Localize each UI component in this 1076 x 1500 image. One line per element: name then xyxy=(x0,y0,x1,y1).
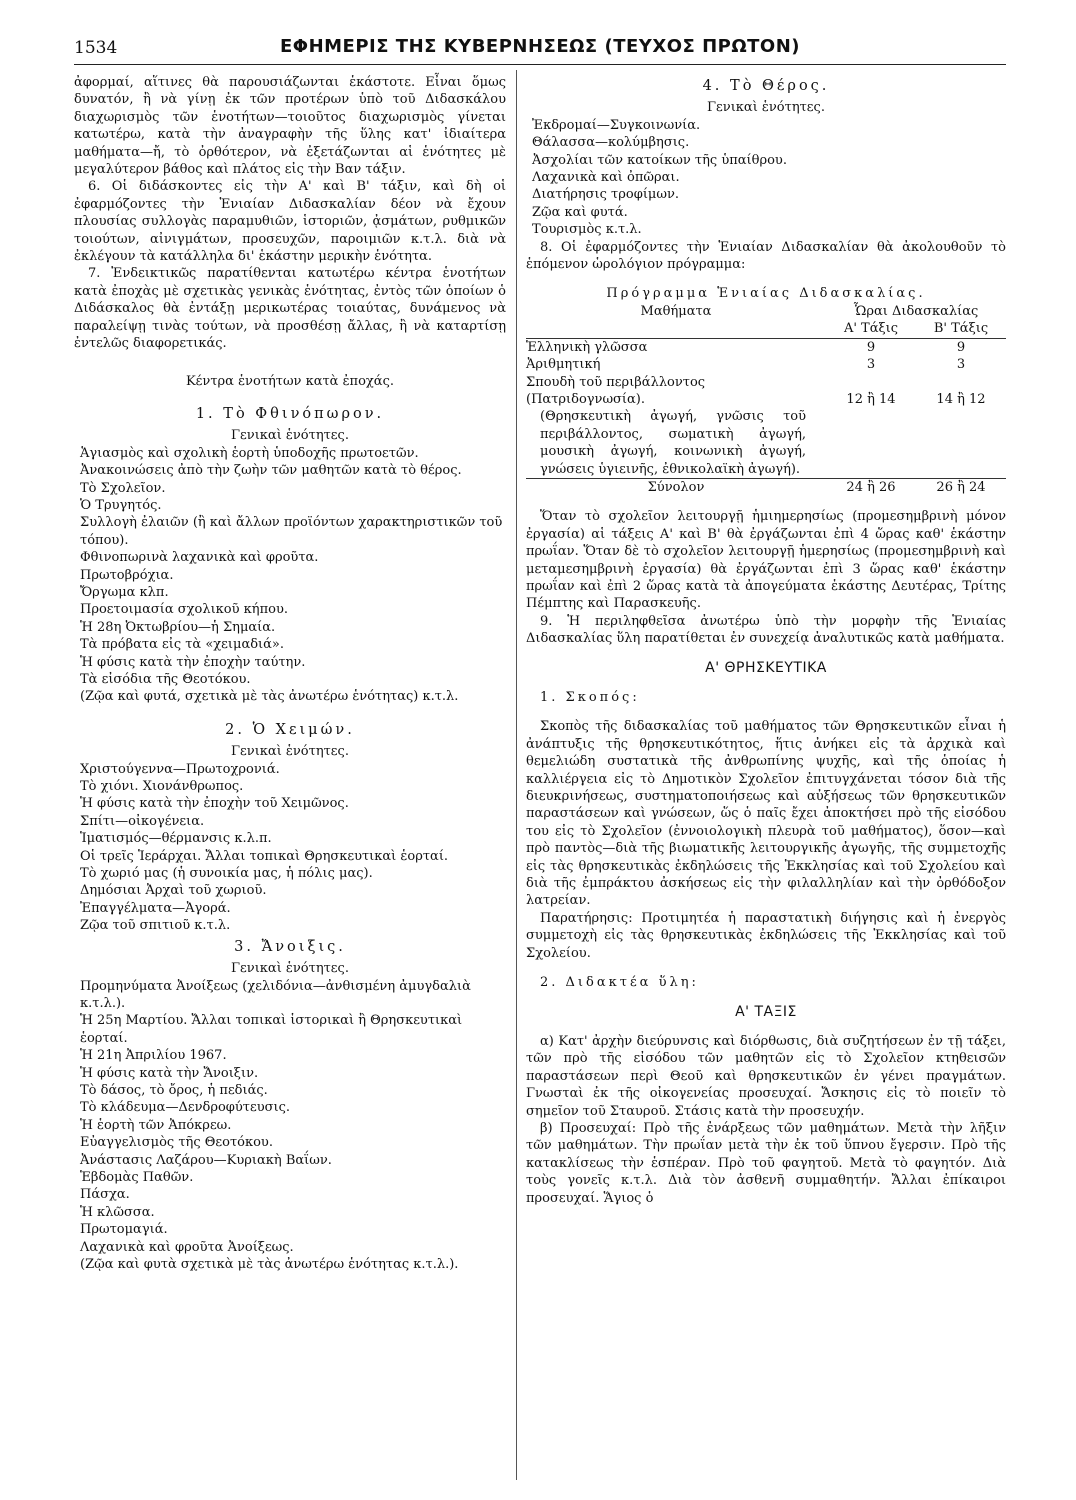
list-item: Ἡ 25η Μαρτίου. Ἄλλαι τοπικαὶ ἱστορικαὶ ἢ Θρησκευτικαὶ ἑορταί. xyxy=(80,1013,463,1046)
list-item: (Ζῷα καὶ φυτά, σχετικὰ μὲ τὰς ἀνωτέρω ἑνότητας) κ.τ.λ. xyxy=(80,689,459,705)
list-item: Προμηνύματα Ἀνοίξεως (χελιδόνια—ἀνθισμένη ἀμυγδαλιὰ κ.τ.λ.). xyxy=(80,978,471,1011)
section-summer-subtitle: Γενικαὶ ἑνότητες. xyxy=(707,100,825,116)
hours-a-cell: 9 xyxy=(866,339,876,355)
paragraph-intro: ἀφορμαί, αἵτινες θὰ παρουσιάζωνται ἑκάστοτε. Εἶναι ὅμως δυνατόν, ἢ νὰ γίνῃ ἐκ τῶν προτέρων ὑπὸ τοῦ Διδασκάλου διαχωρισμὸς τῶν ἑνοτήτων—τοιοῦτος διαχωρισμὸς γίνεται κατωτέρω, κατὰ τὴν ἀναγραφὴν τῆς ὕλης κατ' ἰδιαίτερα μαθήματα—ἤ, τὸ ὀρθότερον, νὰ ἐξετάζωνται αἱ ἑνότητες μὲ μεγαλύτερον βάθος καὶ πλάτος εἰς τὴν Βαν τάξιν. xyxy=(74,75,506,178)
list-item: (Ζῷα καὶ φυτὰ σχετικὰ μὲ τὰς ἀνωτέρω ἑνότητας κ.τ.λ.). xyxy=(80,1257,459,1272)
centres-heading: Κέντρα ἑνοτήτων κατὰ ἐποχάς. xyxy=(185,373,395,389)
paragraph-remark: Παρατήρησις: Προτιμητέα ἡ παραστατικὴ διήγησις καὶ ἡ ἐνεργὸς συμμετοχὴ εἰς τὰς θρησκευτικὰς ἐκδηλώσεις τῆς Ἐκκλησίας καὶ τοῦ Σχολείου. xyxy=(526,910,1006,961)
paragraph-aim: Σκοπὸς τῆς διδασκαλίας τοῦ μαθήματος τῶν Θρησκευτικῶν εἶναι ἡ ἀνάπτυξις τῆς θρησκευτικότητος, ἥτις ἀνήκει εἰς τὰ ἀρχικὰ καὶ θεμελιώδη συστατικὰ τῆς ἀνθρωπίνης ψυχῆς, καὶ τῆς ὁποίας ἡ καλλιέργεια εἰς τὸ Δημοτικὸν Σχολεῖον ἐπιτυγχάνεται τόσον διὰ τῆς διευκρινήσεως, συστηματοποιήσεως καὶ αὐξήσεως τῶν θρησκευτικῶν παραστάσεων καὶ γνώσεων, ὥς ὁ παῖς ἔχει ἀποκτήσει πρὸ τῆς εἰσόδου του εἰς τὸ Σχολεῖον (ἐννοιολογικὴ πλευρὰ τοῦ μαθήματος), ὅσον—καὶ πρὸ παντὸς—διὰ τῆς βιωματικῆς λειτουργικῆς ἀγωγῆς, τῆς συμμετοχῆς εἰς τὰς θρησκευτικὰς ἐκδηλώσεις τῆς Ἐκκλησίας καὶ τοῦ Σχολείου καὶ διὰ τῆς ἐμπράκτου ἀσκήσεως εἰς τὴν φιλαλληλίαν καὶ τὴν ὀρθόδοξον λατρείαν. xyxy=(526,719,1006,909)
list-item: Προετοιμασία σχολικοῦ κήπου. xyxy=(80,602,288,618)
section-spring-subtitle: Γενικαὶ ἑνότητες. xyxy=(231,961,349,977)
list-item: Σπίτι—οἰκογένεια. xyxy=(80,813,205,829)
left-column xyxy=(74,74,506,1273)
paragraph-b: β) Προσευχαί: Πρὸ τῆς ἐνάρξεως τῶν μαθημάτων. Μετὰ τὴν λῆξιν τῶν μαθημάτων. Τὴν πρωΐαν μετὰ τὴν ἐκ τοῦ ὕπνου ἔγερσιν. Πρὸ τῆς κατακλίσεως τὴν ἑσπέραν. Πρὸ τοῦ φαγητοῦ. Μετὰ τὸ φαγητόν. Διὰ τοὺς γονεῖς κ.τ.λ. Διὰ τὸν ἀσθενῆ συμμαθητήν. Ἄλλαι ἐπίκαιροι προσευχαί. Ἅγιος ὁ xyxy=(526,1120,1006,1206)
col-a-header: Α' Τάξις xyxy=(843,321,899,337)
summer-list xyxy=(526,117,1006,239)
list-item: Ὁ Τρυγητός. xyxy=(80,497,162,513)
hours-a-cell: 12 ἢ 14 xyxy=(846,391,896,407)
list-item: Λαχανικὰ καὶ φροῦτα Ἀνοίξεως. xyxy=(80,1239,294,1255)
list-item: Ἑβδομὰς Παθῶν. xyxy=(80,1169,194,1185)
total-row xyxy=(526,478,1006,496)
section-autumn-title: 1. Τὸ Φθινόπωρον. xyxy=(195,405,385,422)
list-item: Ἁγιασμὸς καὶ σχολικὴ ἑορτὴ ὑποδοχῆς πρωτοετῶν. xyxy=(80,445,419,461)
list-item: Τὸ χωριό μας (ἡ συνοικία μας, ἡ πόλις μας). xyxy=(80,866,373,882)
list-item: Συλλογὴ ἐλαιῶν (ἢ καὶ ἄλλων προϊόντων χαρακτηριστικῶν τοῦ τόπου). xyxy=(80,515,503,548)
paragraph-7: 7. Ἐνδεικτικῶς παρατίθενται κατωτέρω κέντρα ἑνοτήτων κατὰ ἐποχὰς μὲ σχετικὰς γενικὰς ἑνότητας, ἐντὸς τῶν ὁποίων ὁ Διδάσκαλος θὰ ἐντάξῃ μερικωτέρας τοιαύτας, δυνάμενος νὰ παραλείψῃ τινὰς τούτων, νὰ προσθέσῃ ἄλλας, ἢ νὰ καταρτίσῃ ἐντελῶς διαφορετικάς. xyxy=(74,266,506,352)
program-title: Πρόγραμμα Ἑνιαίας Διδασκαλίας. xyxy=(606,286,926,302)
list-item: Τὰ πρόβατα εἰς τὰ «χειμαδιά». xyxy=(80,637,285,653)
list-item: Ζῷα τοῦ σπιτιοῦ κ.τ.λ. xyxy=(80,918,231,934)
hours-b-cell: 3 xyxy=(956,357,966,373)
running-title: ΕΦΗΜΕΡΙΣ ΤΗΣ ΚΥΒΕΡΝΗΣΕΩΣ (ΤΕΥΧΟΣ ΠΡΩΤΟΝ) xyxy=(279,36,800,57)
section-spring-title: 3. Ἄνοιξις. xyxy=(234,938,346,955)
spring-list xyxy=(74,978,506,1274)
aim-heading: 1. Σκοπός: xyxy=(540,690,640,705)
list-item: Πρωτομαγιά. xyxy=(80,1222,168,1238)
table-row xyxy=(526,338,1006,356)
list-item: Ἡ 28η Ὀκτωβρίου—ἡ Σημαία. xyxy=(80,619,276,635)
list-item: Ἡ φύσις κατὰ τὴν ἐποχὴν ταύτην. xyxy=(80,654,306,670)
list-item: Λαχανικὰ καὶ ὀπῶραι. xyxy=(532,170,680,186)
total-a: 24 ἢ 26 xyxy=(846,479,896,495)
col-b-header: Β' Τάξις xyxy=(933,321,989,337)
right-column xyxy=(526,74,1006,1207)
col-subjects-header: Μαθήματα xyxy=(640,303,712,319)
list-item: Ἡ ἑορτὴ τῶν Ἀπόκρεω. xyxy=(80,1117,232,1133)
list-item: Ζῷα καὶ φυτά. xyxy=(532,204,628,220)
subject-description: (Θρησκευτικὴ ἀγωγή, γνῶσις τοῦ περιβάλλοντος, σωματικὴ ἀγωγή, μουσικὴ ἀγωγή, κοινωνικὴ ἀγωγή, γνώσεις ὑγιεινῆς, ἐθνικολαϊκὴ ἀγωγή). xyxy=(540,409,806,477)
list-item: Ἡ 21η Ἀπριλίου 1967. xyxy=(80,1048,227,1064)
list-item: Τουρισμὸς κ.τ.λ. xyxy=(532,222,642,238)
section-winter-subtitle: Γενικαὶ ἑνότητες. xyxy=(231,744,349,760)
list-item: Ἀνακοινώσεις ἀπὸ τὴν ζωὴν τῶν μαθητῶν κατὰ τὸ θέρος. xyxy=(80,463,462,479)
table-row xyxy=(526,356,1006,373)
paragraph-schedule-note: Ὅταν τὸ σχολεῖον λειτουργῇ ἡμιημερησίως (προμεσημβρινὴ μόνον ἐργασία) αἱ τάξεις Α' καὶ Β' θὰ ἐργάζωνται ἐπὶ 4 ὥρας καθ' ἑκάστην πρωΐαν. Ὅταν δὲ τὸ σχολεῖον λειτουργῇ ἡμερησίως (προμεσημβρινὴ καὶ μεταμεσημβρινὴ ἐργασία) θὰ ἐργάζωνται ἐπὶ 3 ὥρας καθ' ἑκάστην πρωΐαν καὶ ἐπὶ 2 ὥρας κατὰ τὰ ἀπογεύματα ἑκάστης Δευτέρας, Τρίτης Πέμπτης καὶ Παρασκευῆς. xyxy=(526,509,1006,612)
syllabus-heading: 2. Διδακτέα ὕλη: xyxy=(540,975,699,991)
list-item: Διατήρησις τροφίμων. xyxy=(532,187,680,203)
header-rule xyxy=(74,64,1006,65)
section-autumn-subtitle: Γενικαὶ ἑνότητες. xyxy=(231,428,349,444)
subject-cell: Ἑλληνικὴ γλῶσσα xyxy=(526,339,648,355)
table-row xyxy=(526,374,1006,409)
list-item: Ἡ φύσις κατὰ τὴν Ἄνοιξιν. xyxy=(80,1065,259,1081)
hours-a-cell: 3 xyxy=(866,357,876,373)
table-row xyxy=(526,408,1006,478)
list-item: Τὸ Σχολεῖον. xyxy=(80,480,166,496)
list-item: Ἱματισμός—θέρμανσις κ.λ.π. xyxy=(80,831,272,847)
list-item: Ὄργωμα κλπ. xyxy=(80,584,169,600)
paragraph-a: α) Κατ' ἀρχὴν διεύρυνσις καὶ διόρθωσις, διὰ συζητήσεων ἐν τῇ τάξει, τῶν πρὸ τῆς εἰσόδου τῶν μαθητῶν εἰς τὸ Σχολεῖον κτηθεισῶν παραστάσεων περὶ Θεοῦ καὶ θρησκευτικῶν ἐν γένει πραγμάτων. Γνωσταὶ ἐκ τῆς οἰκογενείας προσευχαί. Ἄσκησις εἰς τὸ ποιεῖν τὸ σημεῖον τοῦ Σταυροῦ. Στάσις κατὰ τὴν προσευχήν. xyxy=(526,1033,1006,1119)
list-item: Ἀνάστασις Λαζάρου—Κυριακὴ Βαΐων. xyxy=(80,1152,332,1168)
list-item: Ἡ κλῶσσα. xyxy=(80,1204,155,1220)
list-item: Τὸ κλάδευμα—Δενδροφύτευσις. xyxy=(80,1100,291,1116)
list-item: Φθινοπωρινὰ λαχανικὰ καὶ φροῦτα. xyxy=(80,550,319,566)
list-item: Εὐαγγελισμὸς τῆς Θεοτόκου. xyxy=(80,1135,273,1151)
religion-heading: Α' ΘΡΗΣΚΕΥΤΙΚΑ xyxy=(705,659,827,676)
list-item: Οἱ τρεῖς Ἱεράρχαι. Ἄλλαι τοπικαὶ Θρησκευτικαὶ ἑορταί. xyxy=(80,848,449,864)
autumn-list xyxy=(74,445,506,706)
list-item: Θάλασσα—κολύμβησις. xyxy=(532,135,690,151)
list-item: Πρωτοβρόχια. xyxy=(80,567,174,583)
list-item: Ἡ φύσις κατὰ τὴν ἐποχὴν τοῦ Χειμῶνος. xyxy=(80,796,349,812)
schedule-table xyxy=(526,303,1006,496)
grade-a-heading: Α' ΤΑΞΙΣ xyxy=(735,1003,797,1020)
hours-b-cell: 9 xyxy=(956,339,966,355)
list-item: Χριστούγεννα—Πρωτοχρονιά. xyxy=(80,761,280,777)
hours-b-cell: 14 ἢ 12 xyxy=(936,391,986,407)
list-item: Τὸ χιόνι. Χιονάνθρωπος. xyxy=(80,779,244,795)
total-b: 26 ἢ 24 xyxy=(936,479,986,495)
subject-cell: Σπουδὴ τοῦ περιβάλλοντος (Πατριδογνωσία). xyxy=(526,374,706,407)
list-item: Δημόσιαι Ἀρχαὶ τοῦ χωριοῦ. xyxy=(80,883,267,899)
list-item: Ἐκδρομαί—Συγκοινωνία. xyxy=(532,117,701,133)
paragraph-6: 6. Οἱ διδάσκοντες εἰς τὴν Α' καὶ Β' τάξιν, καὶ δὴ οἱ ἐφαρμόζοντες τὴν Ἑνιαίαν Διδασκαλίαν δέον νὰ ἔχουν πλουσίας συλλογὰς παραμυθιῶν, ἱστοριῶν, ᾀσμάτων, ρυθμικῶν τοιούτων, αἰνιγμάτων, προσευχῶν, παροιμιῶν κ.τ.λ. διὰ νὰ ἐκλέγουν τὰ κατάλληλα δι' ἑκάστην μερικὴν ἑνότητα. xyxy=(74,179,506,265)
paragraph-8: 8. Οἱ ἐφαρμόζοντες τὴν Ἑνιαίαν Διδασκαλίαν θὰ ἀκολουθοῦν τὸ ἑπόμενον ὡρολόγιον πρόγραμμα: xyxy=(526,239,1006,273)
total-label: Σύνολον xyxy=(647,479,705,495)
list-item: Τὸ δάσος, τὸ ὄρος, ἡ πεδιάς. xyxy=(80,1082,268,1098)
page-number: 1534 xyxy=(74,38,118,58)
list-item: Ἀσχολίαι τῶν κατοίκων τῆς ὑπαίθρου. xyxy=(532,152,787,168)
section-summer-title: 4. Τὸ Θέρος. xyxy=(702,78,830,94)
col-hours-header: Ὧραι Διδασκαλίας xyxy=(853,303,979,319)
list-item: Ἐπαγγέλματα—Ἀγορά. xyxy=(80,900,231,916)
paragraph-9: 9. Ἡ περιληφθεῖσα ἀνωτέρω ὑπὸ τὴν μορφὴν τῆς Ἑνιαίας Διδασκαλίας ὕλη παρατίθεται ἐν συνεχείᾳ ἀναλυτικῶς κατὰ μαθήματα. xyxy=(526,613,1006,647)
column-divider xyxy=(516,70,517,1480)
list-item: Πάσχα. xyxy=(80,1187,130,1203)
page-header xyxy=(74,36,1006,62)
winter-list xyxy=(74,761,506,935)
list-item: Τὰ εἰσόδια τῆς Θεοτόκου. xyxy=(80,672,251,687)
section-winter-title: 2. Ὁ Χειμών. xyxy=(225,721,355,738)
subject-cell: Ἀριθμητική xyxy=(526,357,601,373)
